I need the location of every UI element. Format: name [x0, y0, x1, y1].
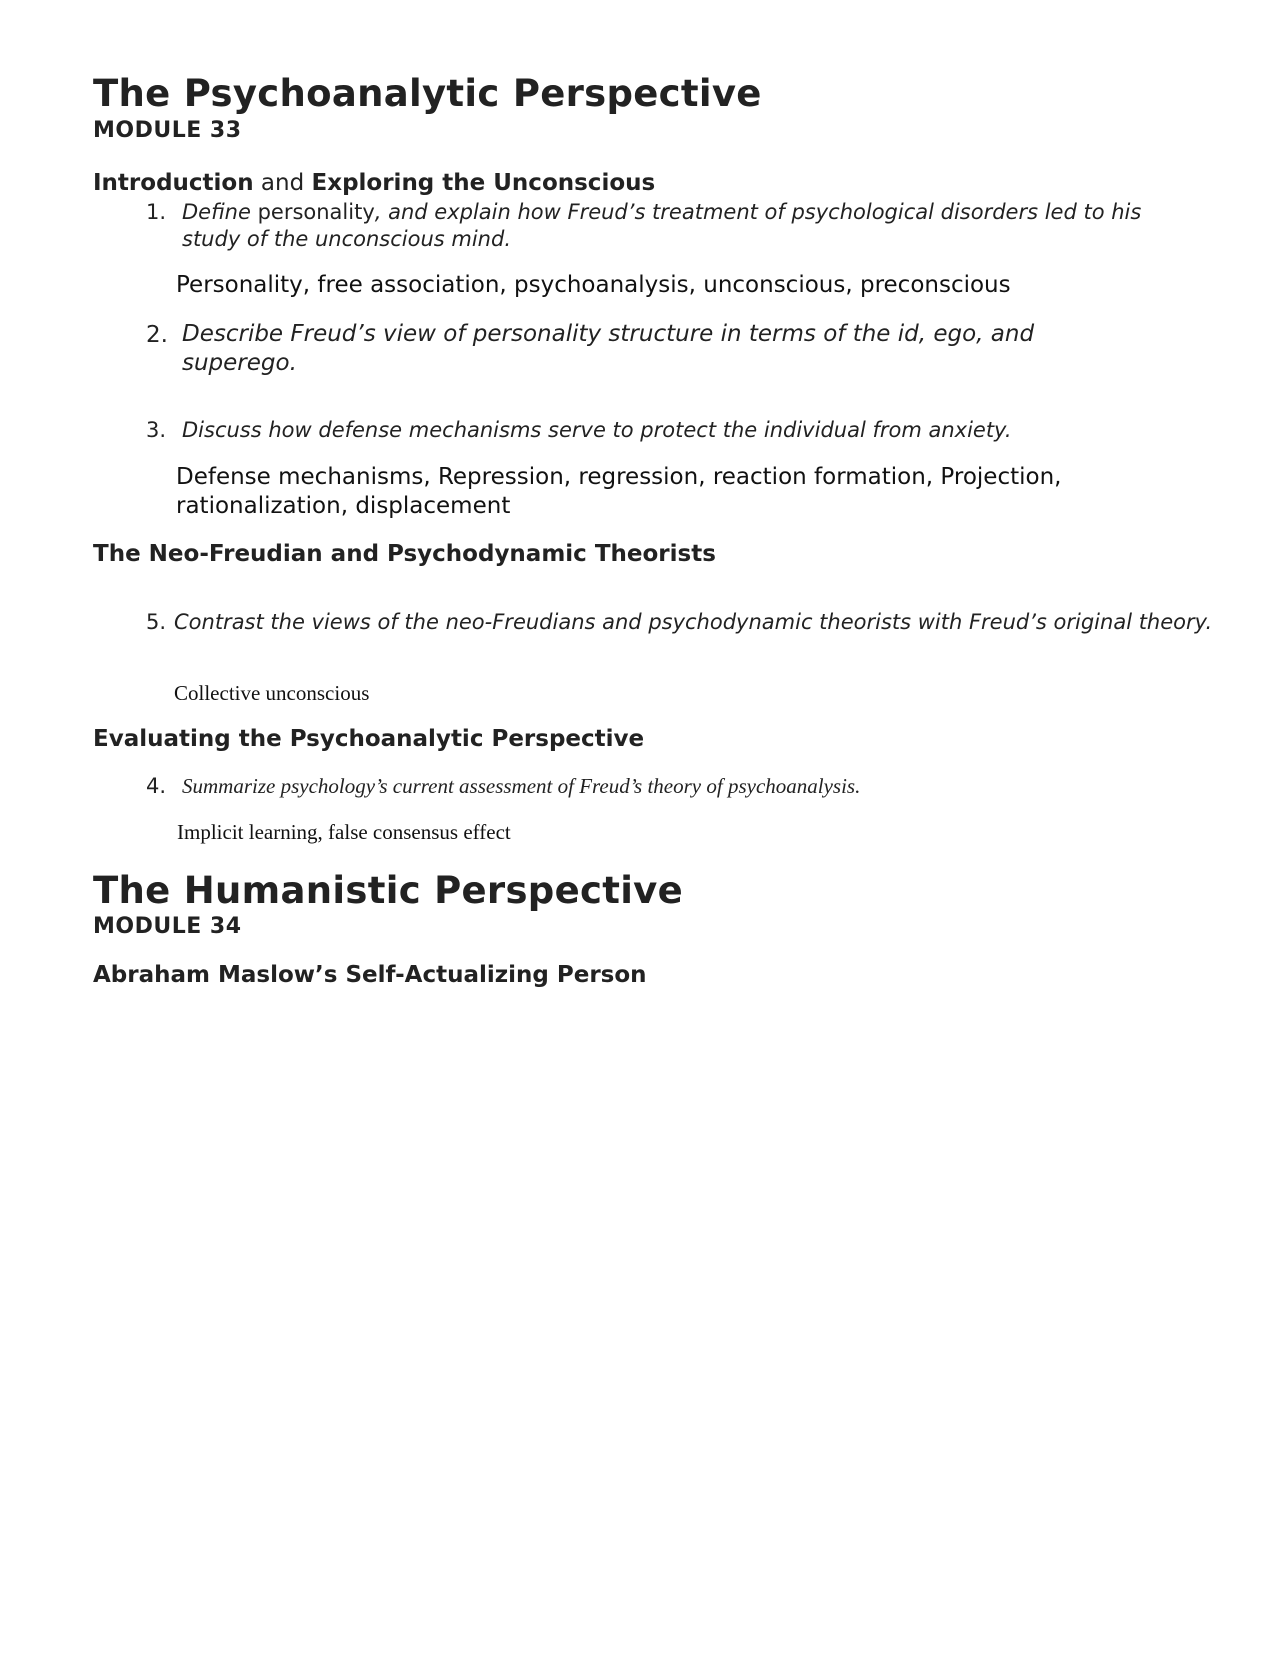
objective-keyword: personality: [250, 200, 375, 224]
module-label: MODULE 34: [93, 914, 242, 939]
list-number: 5.: [146, 610, 167, 634]
list-number: 4.: [146, 774, 167, 798]
objective-text: [182, 199, 1192, 253]
key-terms: Implicit learning, false consensus effect: [177, 820, 511, 844]
list-number: 1.: [146, 200, 167, 224]
objective-text: Discuss how defense mechanisms serve to protect the individual from anxiety.: [182, 418, 1012, 442]
objective-rest: , and explain how Freud’s treatment of psychological disorders led to his study of the unconscious mind.: [182, 200, 1142, 251]
key-terms: Personality, free association, psychoanalysis, unconscious, preconscious: [176, 272, 1011, 298]
list-number: 3.: [146, 418, 167, 442]
heading-part-exploring: Exploring the Unconscious: [311, 170, 656, 196]
objective-text: Contrast the views of the neo-Freudians and psychodynamic theorists with Freud’s original theory.: [174, 610, 1213, 634]
heading-conjunction: and: [253, 170, 312, 196]
page-title-humanistic: The Humanistic Perspective: [93, 869, 683, 912]
objective-prefix: Define: [182, 200, 251, 224]
page-title: The Psychoanalytic Perspective: [93, 72, 762, 115]
section-heading-maslow: Abraham Maslow’s Self-Actualizing Person: [93, 962, 647, 988]
objective-text: Describe Freud’s view of personality structure in terms of the id, ego, and superego.: [182, 321, 1035, 376]
section-heading-intro: [93, 170, 655, 196]
module-label: MODULE 33: [93, 118, 242, 143]
list-number: 2.: [146, 322, 168, 348]
heading-part-introduction: Introduction: [93, 170, 254, 196]
section-heading-evaluating: Evaluating the Psychoanalytic Perspective: [93, 726, 645, 752]
key-terms: Collective unconscious: [174, 681, 370, 705]
section-heading-neo-freudian: The Neo-Freudian and Psychodynamic Theorists: [93, 541, 716, 567]
key-terms: Defense mechanisms, Repression, regression, reaction formation, Projection, rationalization, displacement: [176, 464, 1062, 519]
objective-text: Summarize psychology’s current assessment of Freud’s theory of psychoanalysis.: [182, 774, 861, 798]
